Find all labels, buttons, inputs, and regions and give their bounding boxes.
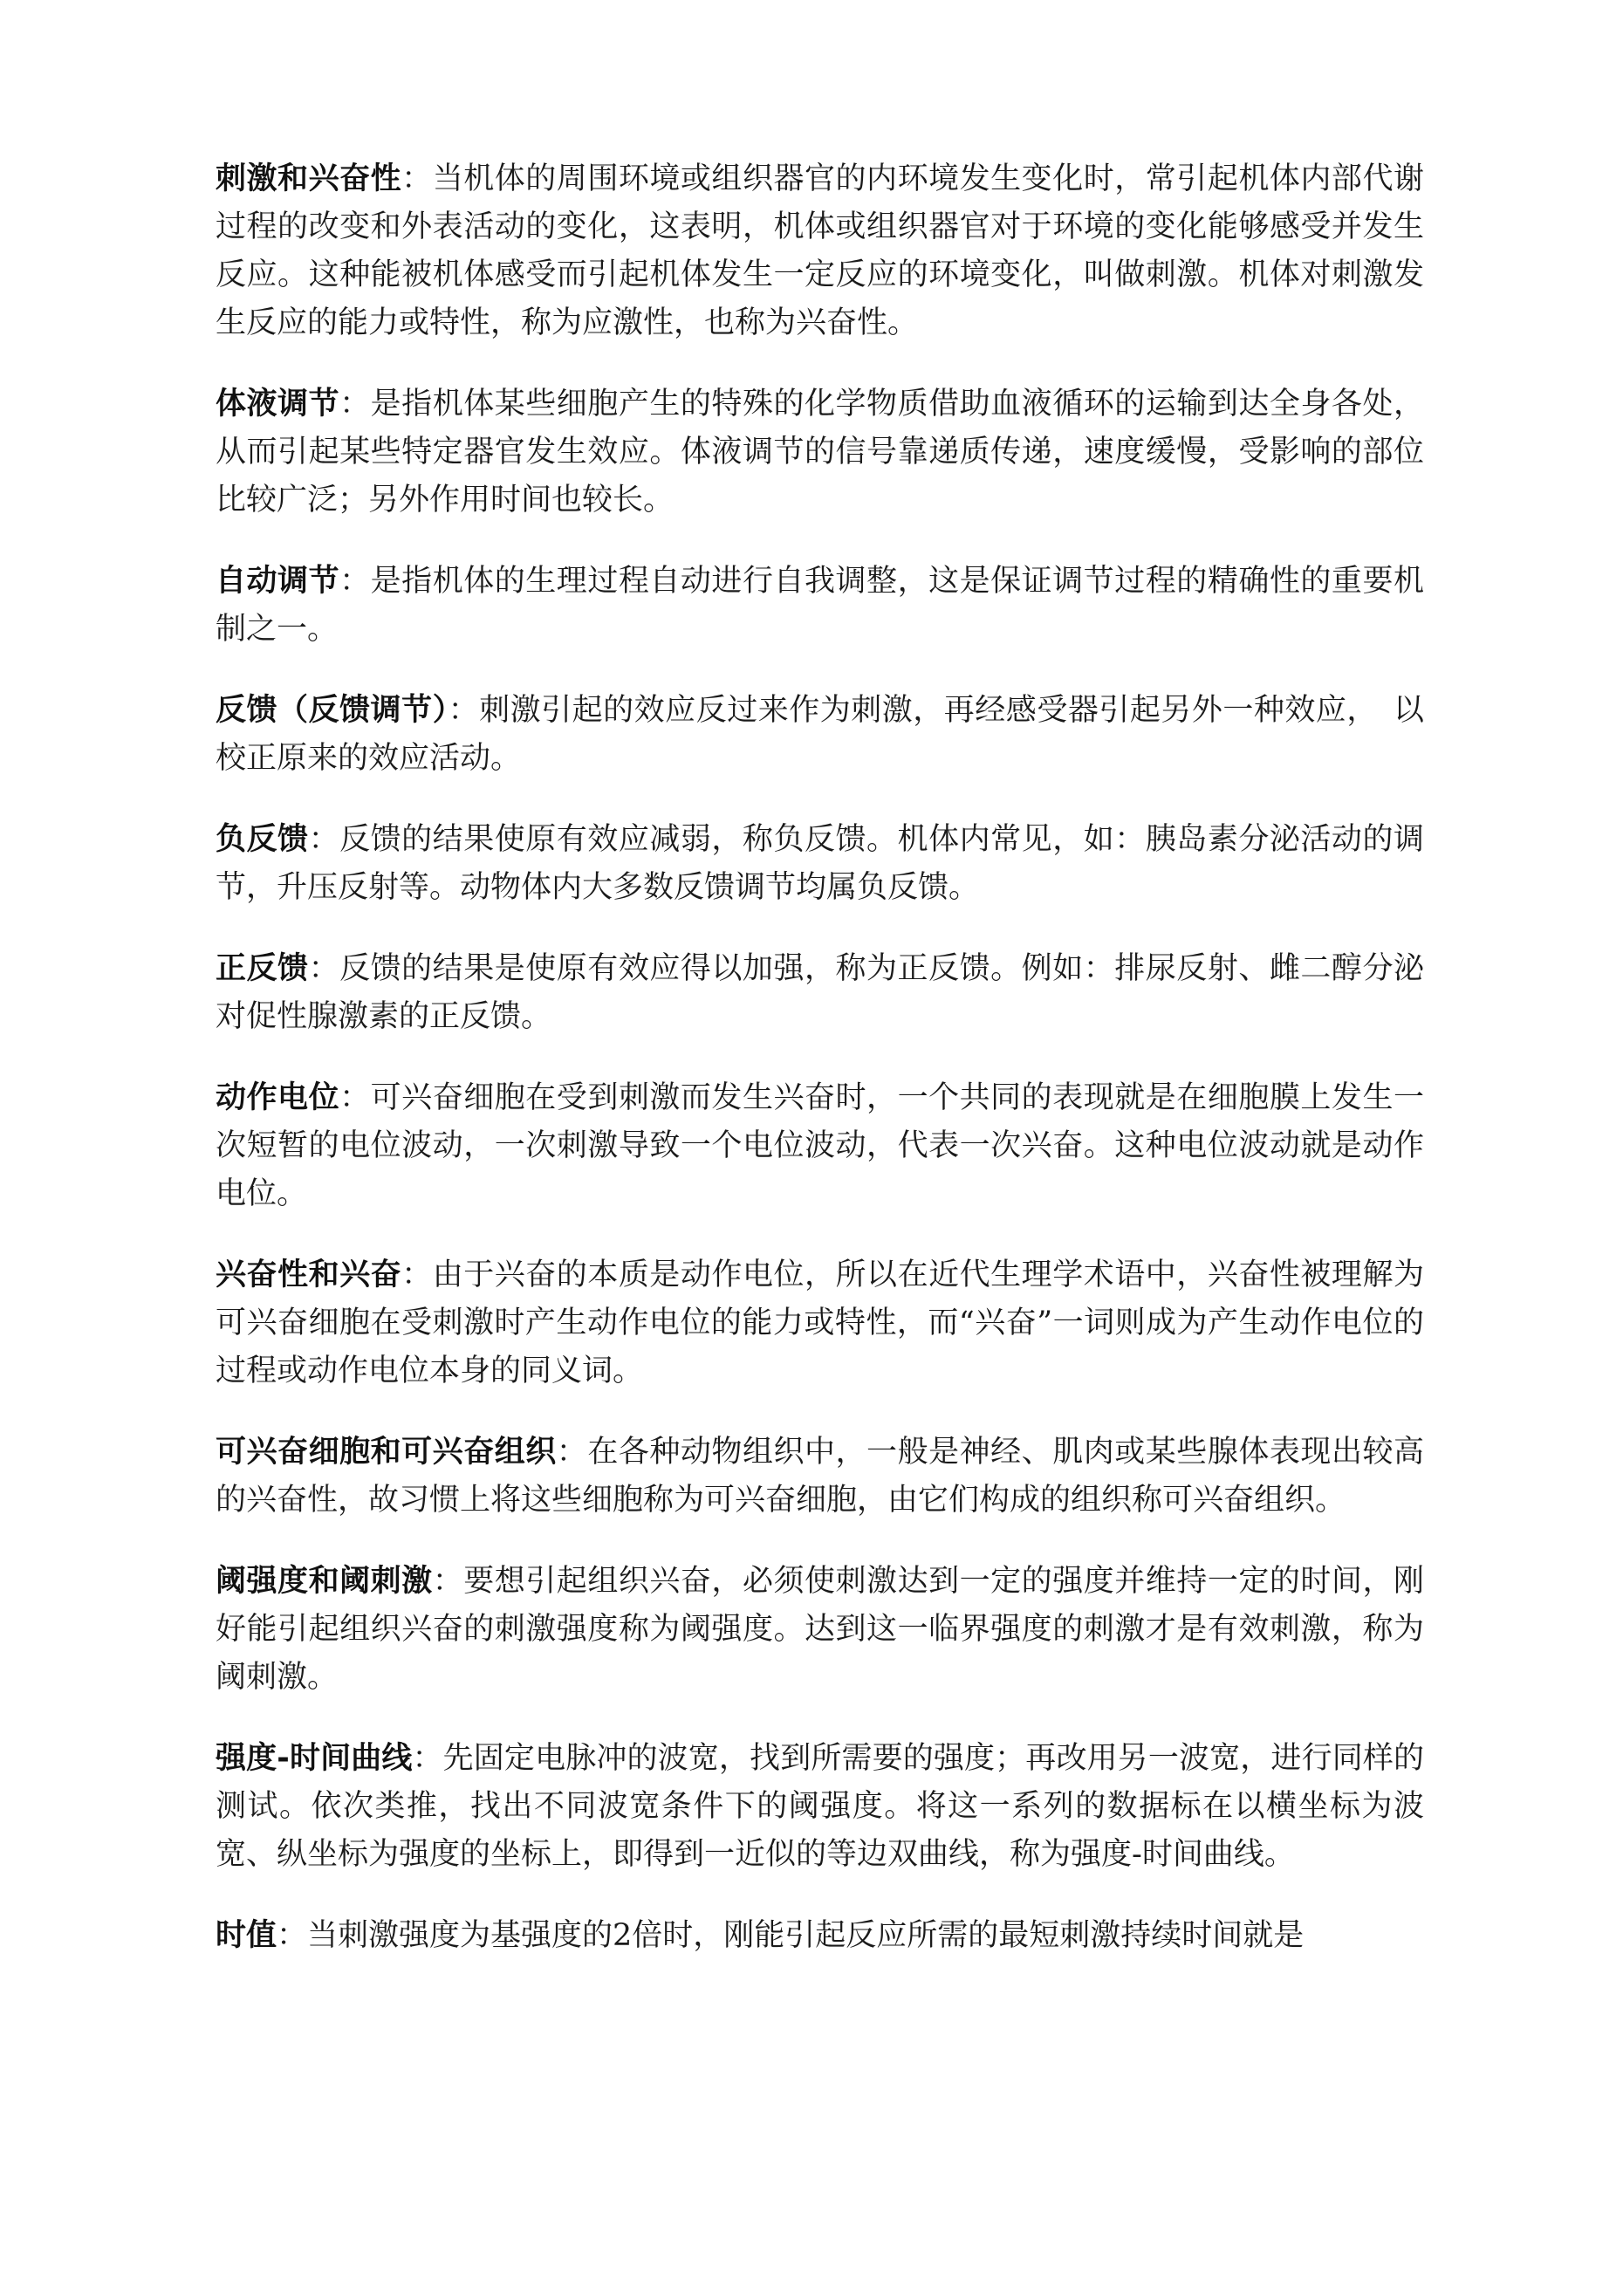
definition-text: 是指机体的生理过程自动进行自我调整，这是保证调节过程的精确性的重要机制之一。 (216, 564, 1424, 647)
term-label: 阈强度和阈刺激 (216, 1564, 433, 1599)
term-label: 强度-时间曲线 (216, 1741, 413, 1776)
term-separator: ： (308, 822, 340, 857)
definition-text: 是指机体某些细胞产生的特殊的化学物质借助血液循环的运输到达全身各处，从而引起某些特定器官发生效应。体液调节的信号靠递质传递，速度缓慢，受影响的部位比较广泛；另外作用时间也较长。 (216, 387, 1424, 517)
term-separator: ： (412, 1741, 443, 1776)
term-label: 刺激和兴奋性 (216, 161, 402, 196)
term-separator: ： (556, 1435, 588, 1470)
definition-humoral-regulation (216, 380, 1424, 524)
term-separator: ： (339, 1080, 371, 1115)
term-label: 兴奋性和兴奋 (216, 1258, 402, 1292)
definition-threshold (216, 1558, 1424, 1702)
definition-chronaxie (216, 1912, 1424, 1960)
definition-autoregulation (216, 558, 1424, 654)
definition-text: 在各种动物组织中，一般是神经、肌肉或某些腺体表现出较高的兴奋性，故习惯上将这些细胞称为可兴奋细胞，由它们构成的组织称可兴奋组织。 (216, 1435, 1424, 1518)
definition-negative-feedback (216, 816, 1424, 912)
term-separator: ： (308, 951, 340, 986)
term-separator: ： (448, 693, 480, 728)
definition-excitability-excitation (216, 1251, 1424, 1395)
term-label: 可兴奋细胞和可兴奋组织 (216, 1435, 557, 1470)
definition-text: 刺激引起的效应反过来作为刺激，再经感受器引起另外一种效应， 以校正原来的效应活动。 (216, 693, 1424, 776)
definition-strength-duration-curve (216, 1735, 1424, 1879)
definition-text: 先固定电脉冲的波宽，找到所需要的强度；再改用另一波宽，进行同样的测试。依次类推，找出不同波宽条件下的阈强度。将这一系列的数据标在以横坐标为波宽、纵坐标为强度的坐标上，即得到一近似的等边双曲线，称为强度-时间曲线。 (216, 1741, 1424, 1872)
term-label: 负反馈 (216, 822, 309, 857)
definition-stimulus-excitability (216, 155, 1424, 347)
definition-positive-feedback (216, 945, 1424, 1041)
term-label: 体液调节 (216, 387, 340, 422)
term-separator: ： (401, 161, 433, 196)
definition-text: 当机体的周围环境或组织器官的内环境发生变化时，常引起机体内部代谢过程的改变和外表活动的变化，这表明，机体或组织器官对于环境的变化能够感受并发生反应。这种能被机体感受而引起机体发生一定反应的环境变化，叫做刺激。机体对刺激发生反应的能力或特性，称为应激性，也称为兴奋性。 (216, 161, 1424, 340)
term-label: 反馈（反馈调节） (216, 693, 449, 728)
term-separator: ： (277, 1918, 308, 1953)
term-label: 自动调节 (216, 564, 340, 599)
definition-text: 反馈的结果是使原有效应得以加强，称为正反馈。例如：排尿反射、雌二醇分泌对促性腺激素的正反馈。 (216, 951, 1424, 1034)
term-label: 动作电位 (216, 1080, 340, 1115)
term-label: 时值 (216, 1918, 277, 1953)
definition-feedback (216, 687, 1424, 783)
definition-text: 当刺激强度为基强度的2倍时，刚能引起反应所需的最短刺激持续时间就是 (307, 1918, 1305, 1953)
term-label: 正反馈 (216, 951, 309, 986)
term-separator: ： (432, 1564, 464, 1599)
term-separator: ： (401, 1258, 433, 1292)
definition-text: 由于兴奋的本质是动作电位，所以在近代生理学术语中，兴奋性被理解为可兴奋细胞在受刺激时产生动作电位的能力或特性，而“兴奋”一词则成为产生动作电位的过程或动作电位本身的同义词。 (216, 1258, 1424, 1388)
document-body (216, 155, 1424, 1993)
term-separator: ： (339, 387, 371, 422)
term-separator: ： (339, 564, 371, 599)
definition-text: 要想引起组织兴奋，必须使刺激达到一定的强度并维持一定的时间，刚好能引起组织兴奋的刺激强度称为阈强度。达到这一临界强度的刺激才是有效刺激，称为阈刺激。 (216, 1564, 1424, 1695)
definition-excitable-cells-tissue (216, 1429, 1424, 1525)
definition-action-potential (216, 1074, 1424, 1218)
definition-text: 反馈的结果使原有效应减弱，称负反馈。机体内常见，如：胰岛素分泌活动的调节，升压反射等。动物体内大多数反馈调节均属负反馈。 (216, 822, 1424, 905)
definition-text: 可兴奋细胞在受到刺激而发生兴奋时，一个共同的表现就是在细胞膜上发生一次短暂的电位波动，一次刺激导致一个电位波动，代表一次兴奋。这种电位波动就是动作电位。 (216, 1080, 1424, 1211)
